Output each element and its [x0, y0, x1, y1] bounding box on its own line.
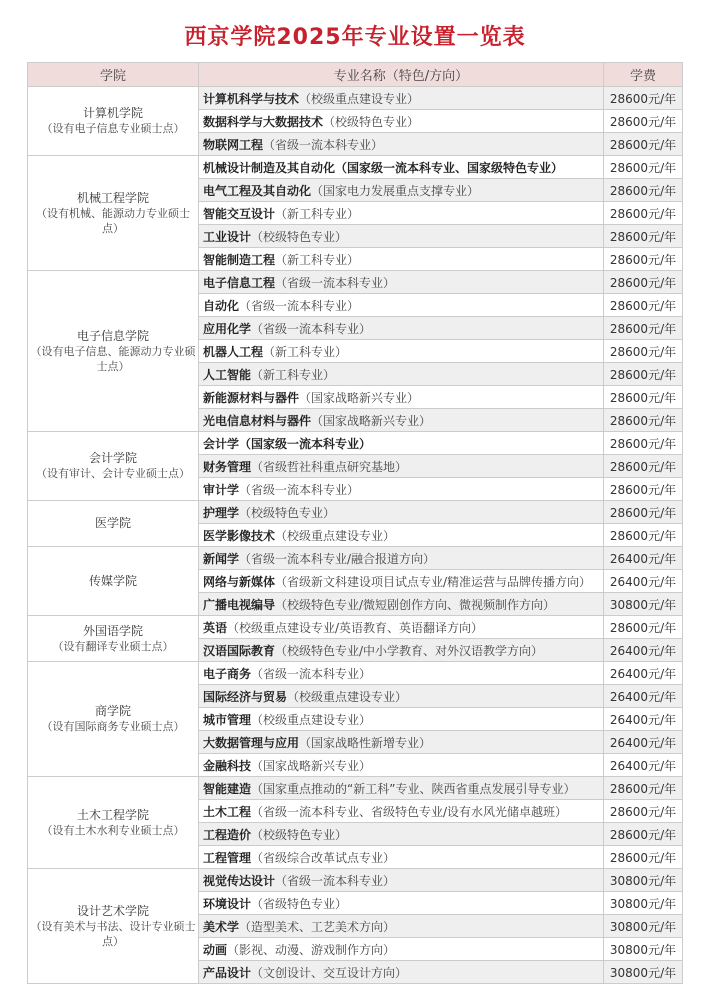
fee-cell: 28600元/年 — [604, 409, 683, 432]
major-feature: （新工科专业） — [251, 367, 336, 382]
major-cell — [199, 110, 604, 133]
fee-cell: 28600元/年 — [604, 156, 683, 179]
fee-cell: 30800元/年 — [604, 915, 683, 938]
fee-cell: 28600元/年 — [604, 478, 683, 501]
college-cell — [28, 616, 199, 662]
major-name: 审计学 — [203, 482, 240, 497]
fee-cell: 26400元/年 — [604, 754, 683, 777]
header-major: 专业名称（特色/方向） — [199, 63, 604, 87]
fee-cell: 30800元/年 — [604, 961, 683, 984]
major-feature: （省级特色专业） — [251, 896, 348, 911]
college-cell — [28, 547, 199, 616]
fee-cell: 26400元/年 — [604, 662, 683, 685]
college-cell — [28, 87, 199, 156]
major-feature: （省级一流本科专业） — [275, 275, 396, 290]
college-name: 会计学院 — [88, 451, 137, 465]
major-cell — [199, 317, 604, 340]
major-name: 动画 — [203, 942, 228, 957]
major-cell — [199, 593, 604, 616]
college-name: 电子信息学院 — [76, 328, 149, 343]
college-note: （设有土木水利专业硕士点） — [41, 823, 185, 837]
table-row — [28, 616, 683, 639]
fee-cell: 30800元/年 — [604, 938, 683, 961]
major-name: 广播电视编导 — [203, 597, 276, 612]
major-feature: （新工科专业） — [263, 344, 348, 359]
major-cell — [199, 777, 604, 800]
major-cell — [199, 202, 604, 225]
major-cell — [199, 869, 604, 892]
major-name: 新能源材料与器件 — [203, 390, 300, 405]
major-cell — [199, 156, 604, 179]
major-cell — [199, 892, 604, 915]
fee-cell: 28600元/年 — [604, 386, 683, 409]
table-row — [28, 87, 683, 110]
fee-cell: 28600元/年 — [604, 248, 683, 271]
college-cell — [28, 869, 199, 984]
fee-cell: 28600元/年 — [604, 501, 683, 524]
major-table — [27, 62, 683, 984]
fee-cell: 28600元/年 — [604, 616, 683, 639]
major-feature: （影视、动漫、游戏制作方向） — [227, 942, 396, 957]
table-row — [28, 156, 683, 179]
fee-cell: 30800元/年 — [604, 869, 683, 892]
major-feature: （省级一流本科专业） — [263, 137, 384, 152]
major-feature: （省级一流本科专业） — [275, 873, 396, 888]
fee-cell: 28600元/年 — [604, 225, 683, 248]
major-cell — [199, 731, 604, 754]
major-feature: （校级特色专业/中小学教育、对外汉语教学方向） — [275, 643, 544, 658]
college-cell — [28, 156, 199, 271]
major-name: 机械设计制造及其自动化 — [203, 160, 336, 175]
college-name: 医学院 — [94, 516, 131, 530]
college-name: 传媒学院 — [88, 573, 137, 588]
major-name: 智能交互设计 — [203, 206, 276, 221]
fee-cell: 28600元/年 — [604, 524, 683, 547]
major-name: 计算机科学与技术 — [203, 91, 300, 106]
major-name: 财务管理 — [203, 459, 252, 474]
header-college: 学院 — [28, 63, 199, 87]
table-row — [28, 869, 683, 892]
major-feature: （国家级一流本科专业） — [239, 436, 372, 451]
major-cell — [199, 639, 604, 662]
major-name: 大数据管理与应用 — [203, 735, 300, 750]
major-cell — [199, 846, 604, 869]
fee-cell: 28600元/年 — [604, 110, 683, 133]
major-name: 产品设计 — [203, 965, 252, 980]
major-name: 自动化 — [203, 298, 240, 313]
major-name: 电气工程及其自动化 — [203, 183, 312, 198]
major-cell — [199, 179, 604, 202]
major-name: 应用化学 — [203, 321, 252, 336]
college-name: 机械工程学院 — [76, 190, 149, 205]
fee-cell: 28600元/年 — [604, 455, 683, 478]
fee-cell: 28600元/年 — [604, 777, 683, 800]
major-cell — [199, 524, 604, 547]
major-name: 护理学 — [203, 505, 240, 520]
major-cell — [199, 961, 604, 984]
fee-cell: 28600元/年 — [604, 179, 683, 202]
fee-cell: 28600元/年 — [604, 317, 683, 340]
major-feature: （校级重点建设专业） — [251, 712, 372, 727]
major-name: 机器人工程 — [203, 344, 264, 359]
header-fee: 学费 — [604, 63, 683, 87]
major-name: 土木工程 — [203, 804, 252, 819]
college-note: （设有美术与书法、设计专业硕士点） — [30, 919, 196, 948]
fee-cell: 30800元/年 — [604, 892, 683, 915]
college-note: （设有机械、能源动力专业硕士点） — [36, 206, 190, 235]
major-feature: （校级重点建设专业/英语教育、英语翻译方向） — [227, 620, 484, 635]
table-row — [28, 432, 683, 455]
major-cell — [199, 248, 604, 271]
major-name: 环境设计 — [203, 896, 252, 911]
major-cell — [199, 547, 604, 570]
major-feature: （国家战略新兴专业） — [299, 390, 420, 405]
major-feature: （省级一流本科专业/融合报道方向） — [239, 551, 436, 566]
fee-cell: 26400元/年 — [604, 570, 683, 593]
major-cell — [199, 616, 604, 639]
major-cell — [199, 455, 604, 478]
major-cell — [199, 363, 604, 386]
table-row — [28, 662, 683, 685]
major-name: 国际经济与贸易 — [203, 689, 288, 704]
major-feature: （新工科专业） — [275, 206, 360, 221]
major-cell — [199, 662, 604, 685]
major-feature: （校级特色专业/微短剧创作方向、微视频制作方向） — [275, 597, 556, 612]
major-name: 美术学 — [203, 919, 240, 934]
fee-cell: 26400元/年 — [604, 639, 683, 662]
major-cell — [199, 915, 604, 938]
major-cell — [199, 823, 604, 846]
major-name: 工业设计 — [203, 229, 252, 244]
college-name: 设计艺术学院 — [76, 903, 149, 918]
major-feature: （校级重点建设专业） — [299, 91, 420, 106]
college-note: （设有审计、会计专业硕士点） — [36, 467, 190, 480]
table-row — [28, 547, 683, 570]
major-feature: （校级特色专业） — [239, 505, 336, 520]
fee-cell: 28600元/年 — [604, 800, 683, 823]
major-cell — [199, 478, 604, 501]
fee-cell: 28600元/年 — [604, 271, 683, 294]
major-feature: （省级一流本科专业） — [239, 298, 360, 313]
college-name: 计算机学院 — [82, 106, 143, 120]
college-name: 土木工程学院 — [76, 807, 149, 822]
major-name: 电子信息工程 — [203, 275, 276, 290]
major-feature: （造型美术、工艺美术方向） — [239, 919, 396, 934]
major-name: 智能制造工程 — [203, 252, 276, 267]
major-feature: （校级特色专业） — [323, 114, 420, 129]
college-cell — [28, 501, 199, 547]
major-cell — [199, 271, 604, 294]
major-feature: （省级哲社科重点研究基地） — [251, 459, 408, 474]
major-name: 数据科学与大数据技术 — [203, 114, 324, 129]
major-name: 物联网工程 — [203, 137, 264, 152]
major-cell — [199, 225, 604, 248]
table-row — [28, 777, 683, 800]
fee-cell: 28600元/年 — [604, 846, 683, 869]
major-name: 网络与新媒体 — [203, 574, 276, 589]
major-cell — [199, 409, 604, 432]
fee-cell: 30800元/年 — [604, 593, 683, 616]
major-cell — [199, 938, 604, 961]
major-cell — [199, 87, 604, 110]
major-feature: （国家战略新兴专业） — [311, 413, 432, 428]
major-feature: （省级一流本科专业） — [251, 666, 372, 681]
fee-cell: 26400元/年 — [604, 731, 683, 754]
fee-cell: 28600元/年 — [604, 294, 683, 317]
major-feature: （国家战略性新增专业） — [299, 735, 432, 750]
college-cell — [28, 662, 199, 777]
major-name: 光电信息材料与器件 — [203, 413, 312, 428]
major-feature: （国家电力发展重点支撑专业） — [311, 183, 480, 198]
major-name: 人工智能 — [203, 367, 252, 382]
major-cell — [199, 754, 604, 777]
major-cell — [199, 501, 604, 524]
major-cell — [199, 133, 604, 156]
major-name: 电子商务 — [203, 666, 252, 681]
table-body — [28, 87, 683, 984]
fee-cell: 28600元/年 — [604, 363, 683, 386]
page-title: 西京学院2025年专业设置一览表 — [184, 25, 526, 50]
major-name: 新闻学 — [203, 551, 240, 566]
major-name: 工程造价 — [203, 827, 252, 842]
college-name: 外国语学院 — [82, 623, 143, 638]
major-feature: （省级新文科建设项目试点专业/精准运营与品牌传播方向） — [275, 574, 592, 589]
major-name: 医学影像技术 — [203, 528, 276, 543]
fee-cell: 26400元/年 — [604, 547, 683, 570]
table-row — [28, 271, 683, 294]
major-cell — [199, 294, 604, 317]
major-cell — [199, 386, 604, 409]
table-header-row — [28, 63, 683, 87]
fee-cell: 28600元/年 — [604, 432, 683, 455]
fee-cell: 28600元/年 — [604, 87, 683, 110]
major-feature: （新工科专业） — [275, 252, 360, 267]
major-name: 视觉传达设计 — [203, 873, 276, 888]
major-name: 城市管理 — [203, 712, 252, 727]
major-cell — [199, 570, 604, 593]
fee-cell: 26400元/年 — [604, 708, 683, 731]
major-cell — [199, 432, 604, 455]
college-cell — [28, 271, 199, 432]
major-feature: （文创设计、交互设计方向） — [251, 965, 408, 980]
major-feature: （校级重点建设专业） — [287, 689, 408, 704]
major-name: 智能建造 — [203, 781, 252, 796]
major-name: 工程管理 — [203, 850, 252, 865]
fee-cell: 28600元/年 — [604, 340, 683, 363]
major-feature: （省级一流本科专业） — [239, 482, 360, 497]
college-cell — [28, 432, 199, 501]
major-feature: （省级一流本科专业、省级特色专业/设有水风光储卓越班） — [251, 804, 568, 819]
major-feature: （国家级一流本科专业、国家级特色专业） — [335, 160, 564, 175]
major-feature: （校级特色专业） — [251, 229, 348, 244]
major-name: 汉语国际教育 — [203, 643, 276, 658]
major-cell — [199, 800, 604, 823]
major-feature: （省级综合改革试点专业） — [251, 850, 396, 865]
fee-cell: 28600元/年 — [604, 133, 683, 156]
college-note: （设有电子信息专业硕士点） — [41, 122, 185, 135]
major-feature: （省级一流本科专业） — [251, 321, 372, 336]
major-name: 会计学 — [203, 436, 240, 451]
major-cell — [199, 340, 604, 363]
college-note: （设有翻译专业硕士点） — [52, 639, 174, 653]
major-feature: （国家重点推动的“新工科”专业、陕西省重点发展引导专业） — [251, 781, 576, 796]
major-cell — [199, 685, 604, 708]
college-name: 商学院 — [94, 704, 131, 718]
major-feature: （国家战略新兴专业） — [251, 758, 372, 773]
major-feature: （校级重点建设专业） — [275, 528, 396, 543]
fee-cell: 28600元/年 — [604, 202, 683, 225]
college-cell — [28, 777, 199, 869]
table-row — [28, 501, 683, 524]
college-note: （设有电子信息、能源动力专业硕士点） — [30, 344, 196, 373]
major-feature: （校级特色专业） — [251, 827, 348, 842]
fee-cell: 26400元/年 — [604, 685, 683, 708]
fee-cell: 28600元/年 — [604, 823, 683, 846]
major-name: 金融科技 — [203, 758, 252, 773]
college-note: （设有国际商务专业硕士点） — [41, 720, 185, 733]
major-cell — [199, 708, 604, 731]
major-name: 英语 — [203, 620, 228, 635]
